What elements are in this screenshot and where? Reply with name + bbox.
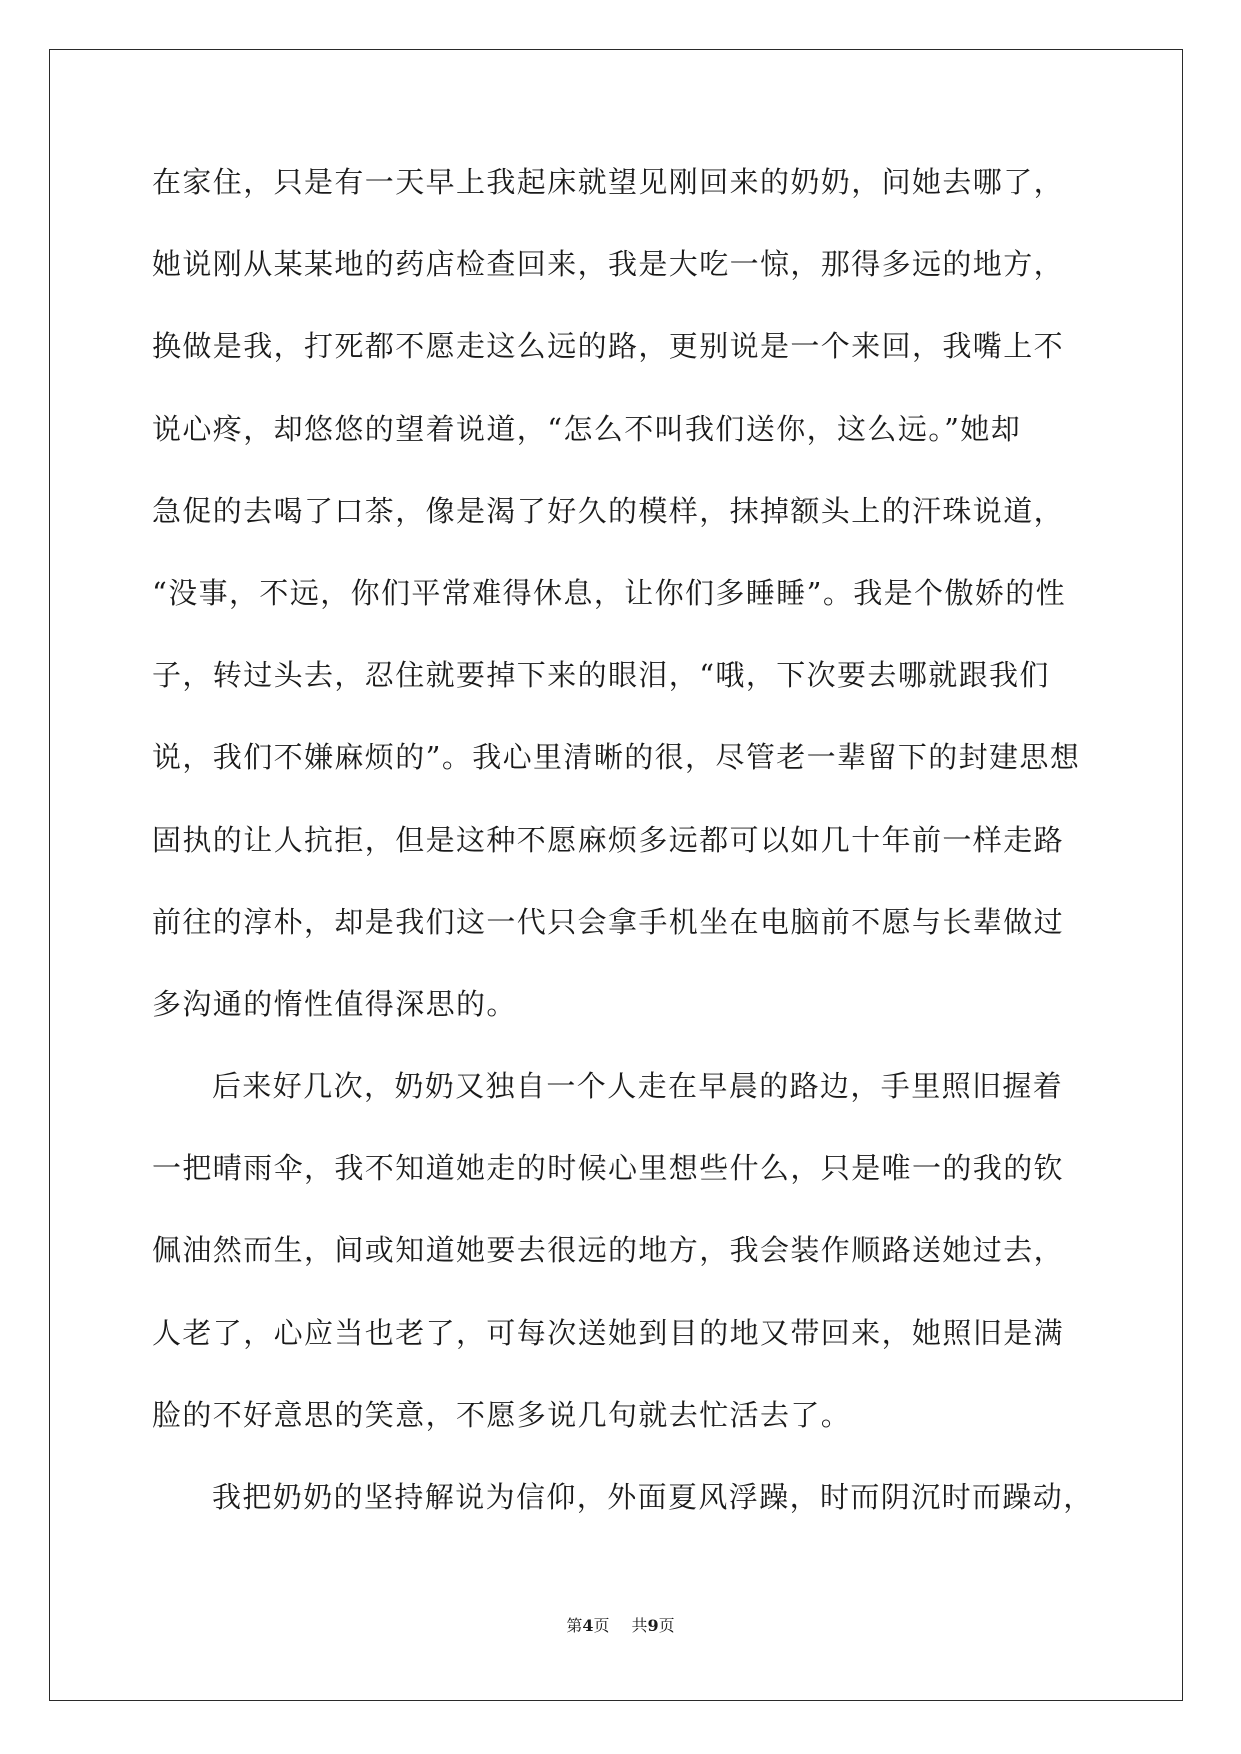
text-line: 说，我们不嫌麻烦的”。我心里清晰的很，尽管老一辈留下的封建思想 (152, 740, 1081, 775)
text-line: 一把晴雨伞，我不知道她走的时候心里想些什么，只是唯一的我的钦 (152, 1151, 1065, 1186)
text-line: 急促的去喝了口茶，像是渴了好久的模样，抹掉额头上的汗珠说道， (152, 493, 1065, 528)
total-page-count: 9 (647, 1616, 659, 1635)
text-line: 佩油然而生，间或知道她要去很远的地方，我会装作顺路送她过去， (152, 1233, 1065, 1268)
text-line: 换做是我，打死都不愿走这么远的路，更别说是一个来回，我嘴上不 (152, 329, 1065, 364)
text-line: 多沟通的惰性值得深思的。 (152, 986, 517, 1021)
page-number-suffix: 页 (593, 1616, 610, 1635)
text-line: 她说刚从某某地的药店检查回来，我是大吃一惊，那得多远的地方， (152, 247, 1065, 282)
text-line: “没事，不远，你们平常难得休息，让你们多睡睡”。我是个傲娇的性 (152, 575, 1067, 610)
document-body (152, 163, 1094, 1560)
text-line: 前往的淳朴，却是我们这一代只会拿手机坐在电脑前不愿与长辈做过 (152, 904, 1065, 939)
text-line: 在家住，只是有一天早上我起床就望见刚回来的奶奶，问她去哪了， (152, 165, 1065, 199)
text-line: 我把奶奶的坚持解说为信仰，外面夏风浮躁，时而阴沉时而躁动， (212, 1480, 1094, 1514)
text-line: 说心疼，却悠悠的望着说道，“怎么不叫我们送你，这么远。”她却 (152, 411, 1022, 446)
current-page-number: 4 (582, 1616, 594, 1635)
text-line: 子，转过头去，忍住就要掉下来的眼泪，“哦，下次要去哪就跟我们 (152, 658, 1050, 693)
page-footer (0, 1616, 1241, 1636)
page-number-prefix: 第 (566, 1616, 583, 1635)
text-line: 人老了，心应当也老了，可每次送她到目的地又带回来，她照旧是满 (152, 1315, 1065, 1350)
total-pages-suffix: 页 (658, 1616, 675, 1635)
text-line: 固执的让人抗拒，但是这种不愿麻烦多远都可以如几十年前一样走路 (152, 822, 1065, 857)
text-line: 后来好几次，奶奶又独自一个人走在早晨的路边，手里照旧握着 (212, 1069, 1064, 1104)
text-line: 脸的不好意思的笑意，不愿多说几句就去忙活去了。 (152, 1397, 852, 1432)
total-pages-prefix: 共 (631, 1616, 648, 1635)
